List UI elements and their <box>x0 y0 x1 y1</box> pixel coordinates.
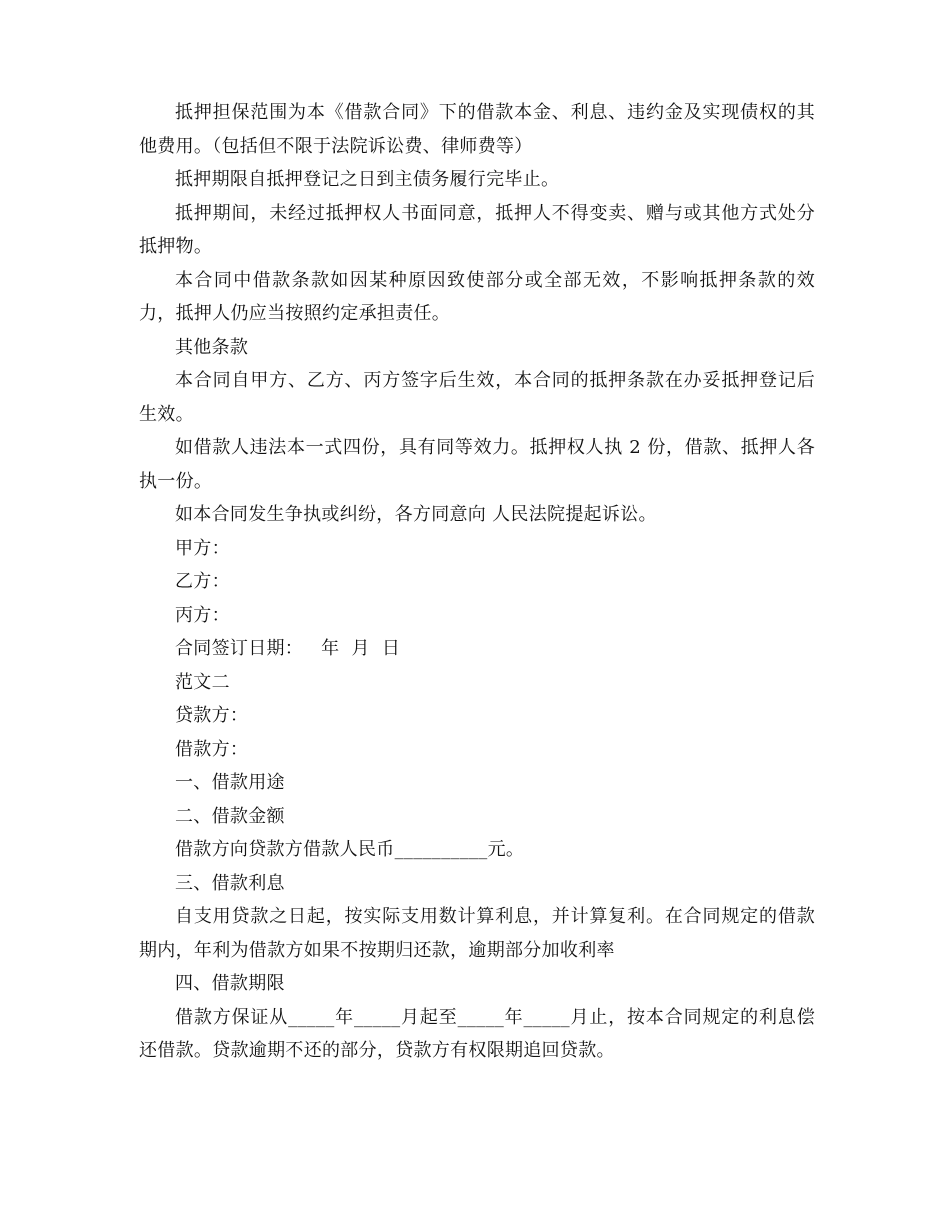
heading-loan-purpose: 一、借款用途 <box>175 772 285 793</box>
heading-other-terms: 其他条款 <box>175 336 249 358</box>
paragraph-loan-term: 借款方保证从_____年_____月起至_____年_____月止，按本合同规定的利息偿还借款。贷款逾期不还的部分，贷款方有权限期追回贷款。 <box>139 1006 815 1061</box>
heading-loan-term: 四、借款期限 <box>175 973 285 994</box>
paragraph-validity-clause: 本合同中借款条款如因某种原因致使部分或全部无效，不影响抵押条款的效力，抵押人仍应当按照约定承担责任。 <box>139 269 815 324</box>
document-page <box>139 96 815 1068</box>
heading-loan-interest: 三、借款利息 <box>175 872 285 894</box>
paragraph-mortgage-disposal: 抵押期间，未经过抵押权人书面同意，抵押人不得变卖、赠与或其他方式处分抵押物。 <box>139 202 815 257</box>
paragraph-effective: 本合同自甲方、乙方、丙方签字后生效，本合同的抵押条款在办妥抵押登记后生效。 <box>139 370 815 425</box>
signature-party-b: 乙方： <box>175 571 230 592</box>
heading-sample-two: 范文二 <box>175 671 230 693</box>
paragraph-copies: 如借款人违法本一式四份，具有同等效力。抵押权人执 2 份，借款、抵押人各执一份。 <box>139 437 815 492</box>
paragraph-dispute: 如本合同发生争执或纠纷，各方同意向 人民法院提起诉讼。 <box>175 504 657 525</box>
lender-line: 贷款方： <box>175 705 249 726</box>
heading-loan-amount: 二、借款金额 <box>175 805 285 827</box>
paragraph-mortgage-term: 抵押期限自抵押登记之日到主债务履行完毕止。 <box>175 169 560 190</box>
paragraph-loan-amount: 借款方向贷款方借款人民币__________元。 <box>175 839 525 860</box>
signature-party-c: 丙方： <box>175 604 230 626</box>
paragraph-mortgage-scope: 抵押担保范围为本《借款合同》下的借款本金、利息、违约金及实现债权的其他费用。（包括但不限于法院诉讼费、律师费等） <box>139 102 815 157</box>
signing-date: 合同签订日期： 年 月 日 <box>175 638 401 659</box>
paragraph-loan-interest: 自支用贷款之日起，按实际支用数计算利息，并计算复利。在合同规定的借款期内，年利为借款方如果不按期归还款，逾期部分加收利率 <box>139 906 815 961</box>
signature-party-a: 甲方： <box>175 537 230 559</box>
borrower-line: 借款方： <box>175 738 249 760</box>
